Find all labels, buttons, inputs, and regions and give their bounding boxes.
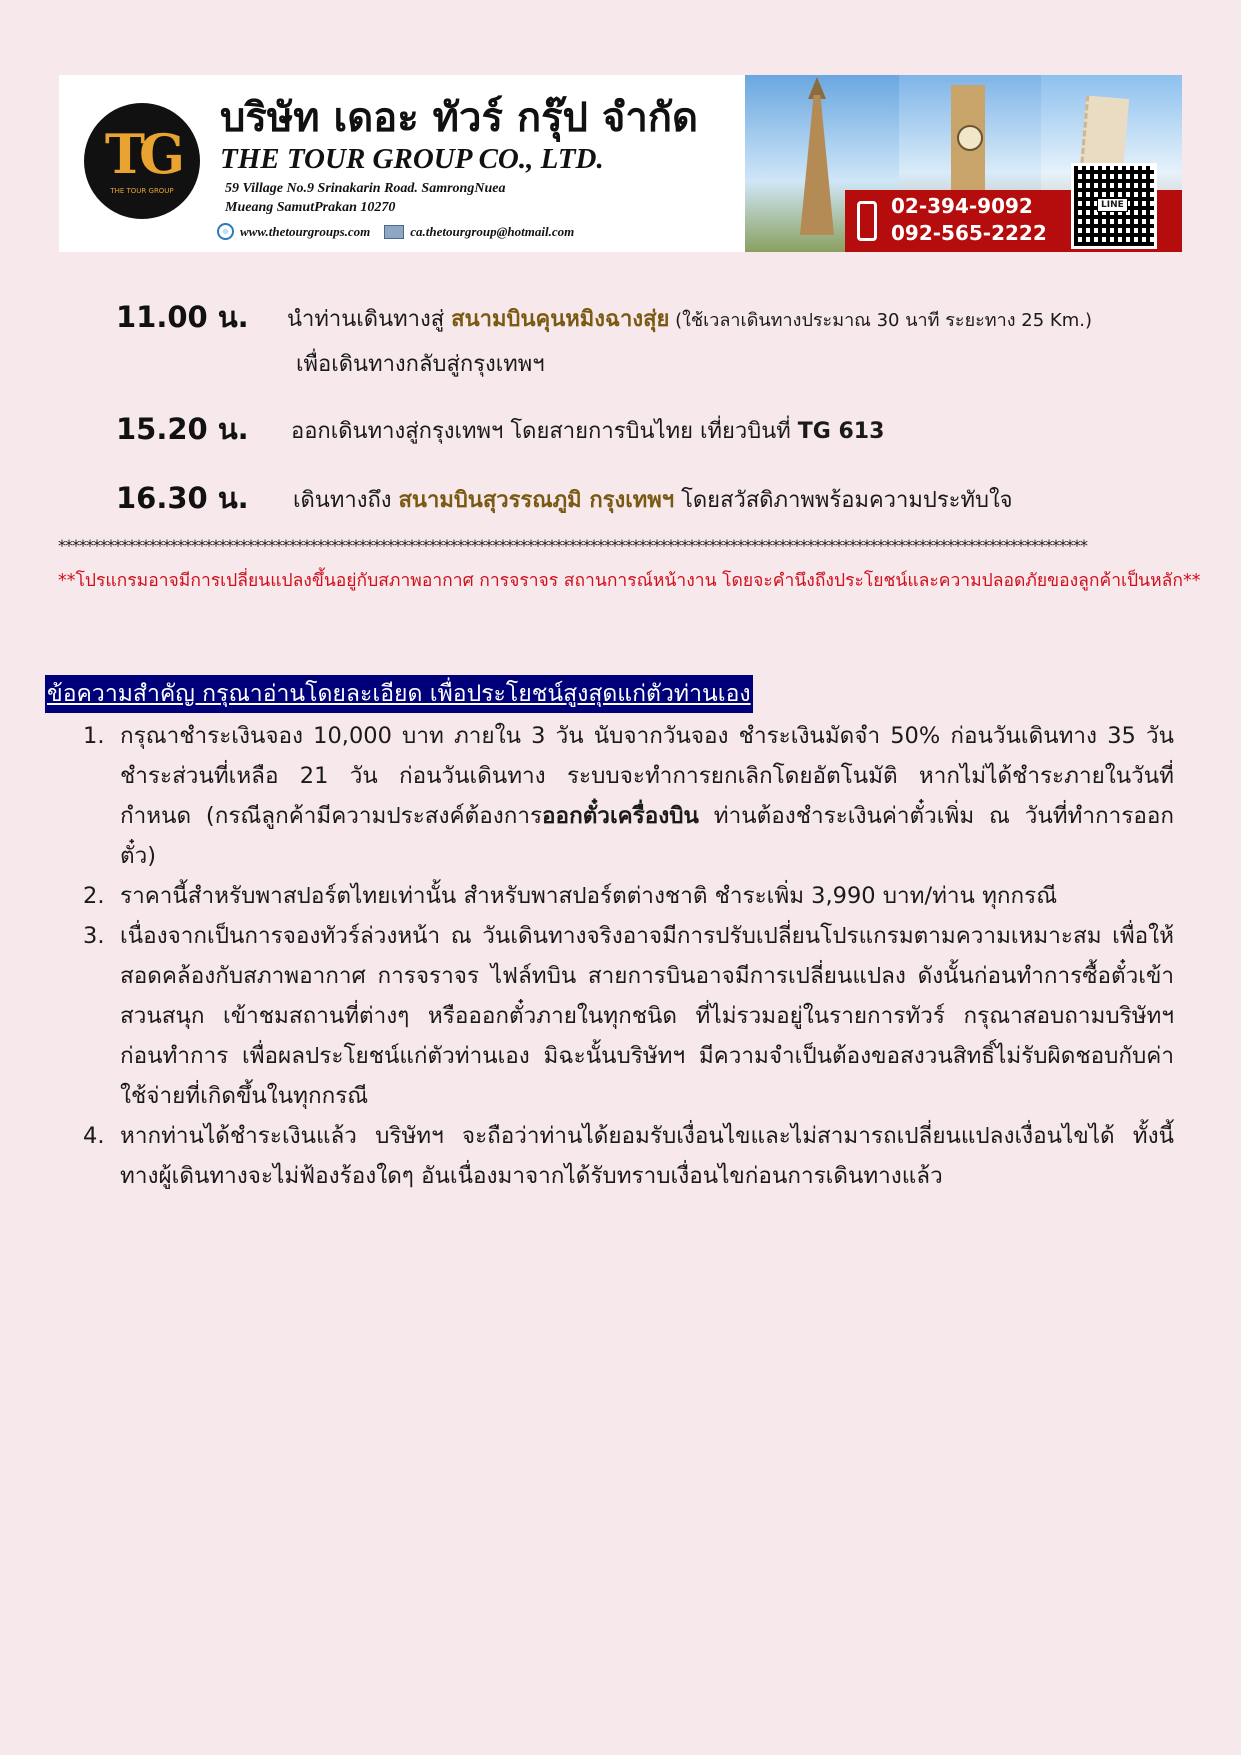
phone-numbers	[891, 193, 1047, 247]
list-item: 3. เนื่องจากเป็นการจองทัวร์ล่วงหน้า ณ วันเดินทางจริงอาจมีการปรับเปลี่ยนโปรแกรมตามความเหมาะสม เพื่อให้สอดคล้องกับสภาพอากาศ การจราจร ไฟล์ทบิน สายการบินอาจมีการเปลี่ยนแปลง ดังนั้นก่อนทำการซื้อตั๋วเข้าสวนสนุก เข้าชมสถานที่ต่างๆ หรือออกตั๋วภายในทุกชนิด ที่ไม่รวมอยู่ในรายการทัวร์ กรุณาสอบถามบริษัทฯ ก่อนทำการ เพื่อผลประโยชน์แก่ตัวท่านเอง มิฉะนั้นบริษัทฯ มีความจำเป็นต้องขอสงวนสิทธิ์ไม่รับผิดชอบกับค่าใช้จ่ายที่เกิดขึ้นในทุกกรณี	[83, 923, 1174, 1109]
list-item: 1. กรุณาชำระเงินจอง 10,000 บาท ภายใน 3 วัน นับจากวันจอง ชำระเงินมัดจำ 50% ก่อนวันเดินทาง 35 วัน ชำระส่วนที่เหลือ 21 วัน ก่อนวันเดินทาง ระบบจะทำการยกเลิกโดยอัตโนมัติ หากไม่ได้ชำระภายในวันที่กำหนด (กรณีลูกค้ามีความประสงค์ต้องการออกตั๋วเครื่องบิน ท่านต้องชำระเงินค่าตั๋วเพิ่ม ณ วันที่ทำการออกตั๋ว)	[83, 723, 1174, 869]
airport-suvarnabhumi: สนามบินสุวรรณภูมิ กรุงเทพฯ	[398, 488, 675, 513]
travel-time-note: (ใช้เวลาเดินทางประมาณ 30 นาที ระยะทาง 25 Km.)	[669, 310, 1092, 331]
important-list	[80, 716, 1174, 1196]
flight-number: TG 613	[797, 419, 885, 444]
email-link[interactable]: ca.thetourgroup@hotmail.com	[410, 223, 575, 239]
ticket-bold-text: ออกตั๋วเครื่องบิน	[542, 803, 699, 829]
company-logo	[84, 103, 200, 219]
itinerary-line-1100-cont: เพื่อเดินทางกลับสู่กรุงเทพฯ	[296, 352, 545, 377]
company-name-thai: บริษัท เดอะ ทัวร์ กรุ๊ป จำกัด	[220, 95, 698, 141]
time-1630: 16.30 น.	[116, 481, 249, 515]
company-name-english: THE TOUR GROUP CO., LTD.	[220, 143, 604, 175]
globe-icon	[217, 223, 234, 240]
address-line-1: 59 Village No.9 Srinakarin Road. SamrongNuea	[225, 181, 506, 196]
header-banner	[59, 75, 1182, 252]
itinerary-line-1520: ออกเดินทางสู่กรุงเทพฯ โดยสายการบินไทย เที่ยวบินที่ TG 613	[291, 419, 885, 444]
phone-number-1[interactable]: 02-394-9092	[891, 194, 1033, 218]
program-change-notice: **โปรแกรมอาจมีการเปลี่ยนแปลงขึ้นอยู่กับสภาพอากาศ การจราจร สถานการณ์หน้างาน โดยจะคำนึงถึงประโยชน์และความปลอดภัยของลูกค้าเป็นหลัก**	[58, 571, 1201, 591]
itinerary-line-1100: นำท่านเดินทางสู่ สนามบินคุนหมิงฉางสุ่ย (ใช้เวลาเดินทางประมาณ 30 นาที ระยะทาง 25 Km.)	[287, 307, 1092, 332]
list-item: 4. หากท่านได้ชำระเงินแล้ว บริษัทฯ จะถือว่าท่านได้ยอมรับเงื่อนไขและไม่สามารถเปลี่ยนแปลงเงื่อนไขได้ ทั้งนี้ ทางผู้เดินทางจะไม่ฟ้องร้องใดๆ อันเนื่องมาจากได้รับทราบเงื่อนไขก่อนการเดินทางแล้ว	[83, 1123, 1174, 1189]
separator-stars: ***************************************************************************************************************************************************	[58, 536, 1087, 555]
logo-mark: TG	[104, 122, 180, 186]
time-1100: 11.00 น.	[116, 300, 249, 334]
logo-subtext: THE TOUR GROUP	[110, 187, 174, 195]
itinerary-line-1630: เดินทางถึง สนามบินสุวรรณภูมิ กรุงเทพฯ โดยสวัสดิภาพพร้อมความประทับใจ	[293, 488, 1013, 513]
important-heading: ข้อความสำคัญ กรุณาอ่านโดยละเอียด เพื่อประโยชน์สูงสุดแก่ตัวท่านเอง	[45, 675, 753, 713]
website-link[interactable]: www.thetourgroups.com	[240, 223, 371, 239]
airport-kunming: สนามบินคุนหมิงฉางสุ่ย	[451, 307, 670, 332]
qr-line-label: LINE	[1097, 198, 1128, 212]
phone-number-2[interactable]: 092-565-2222	[891, 221, 1047, 245]
phone-icon	[857, 201, 877, 241]
address-line-2: Mueang SamutPrakan 10270	[225, 200, 396, 215]
mail-icon	[384, 225, 404, 239]
list-item: 2. ราคานี้สำหรับพาสปอร์ตไทยเท่านั้น สำหรับพาสปอร์ตต่างชาติ ชำระเพิ่ม 3,990 บาท/ท่าน ทุกกรณี	[83, 883, 1058, 909]
contact-row	[217, 223, 574, 240]
time-1520: 15.20 น.	[116, 412, 249, 446]
